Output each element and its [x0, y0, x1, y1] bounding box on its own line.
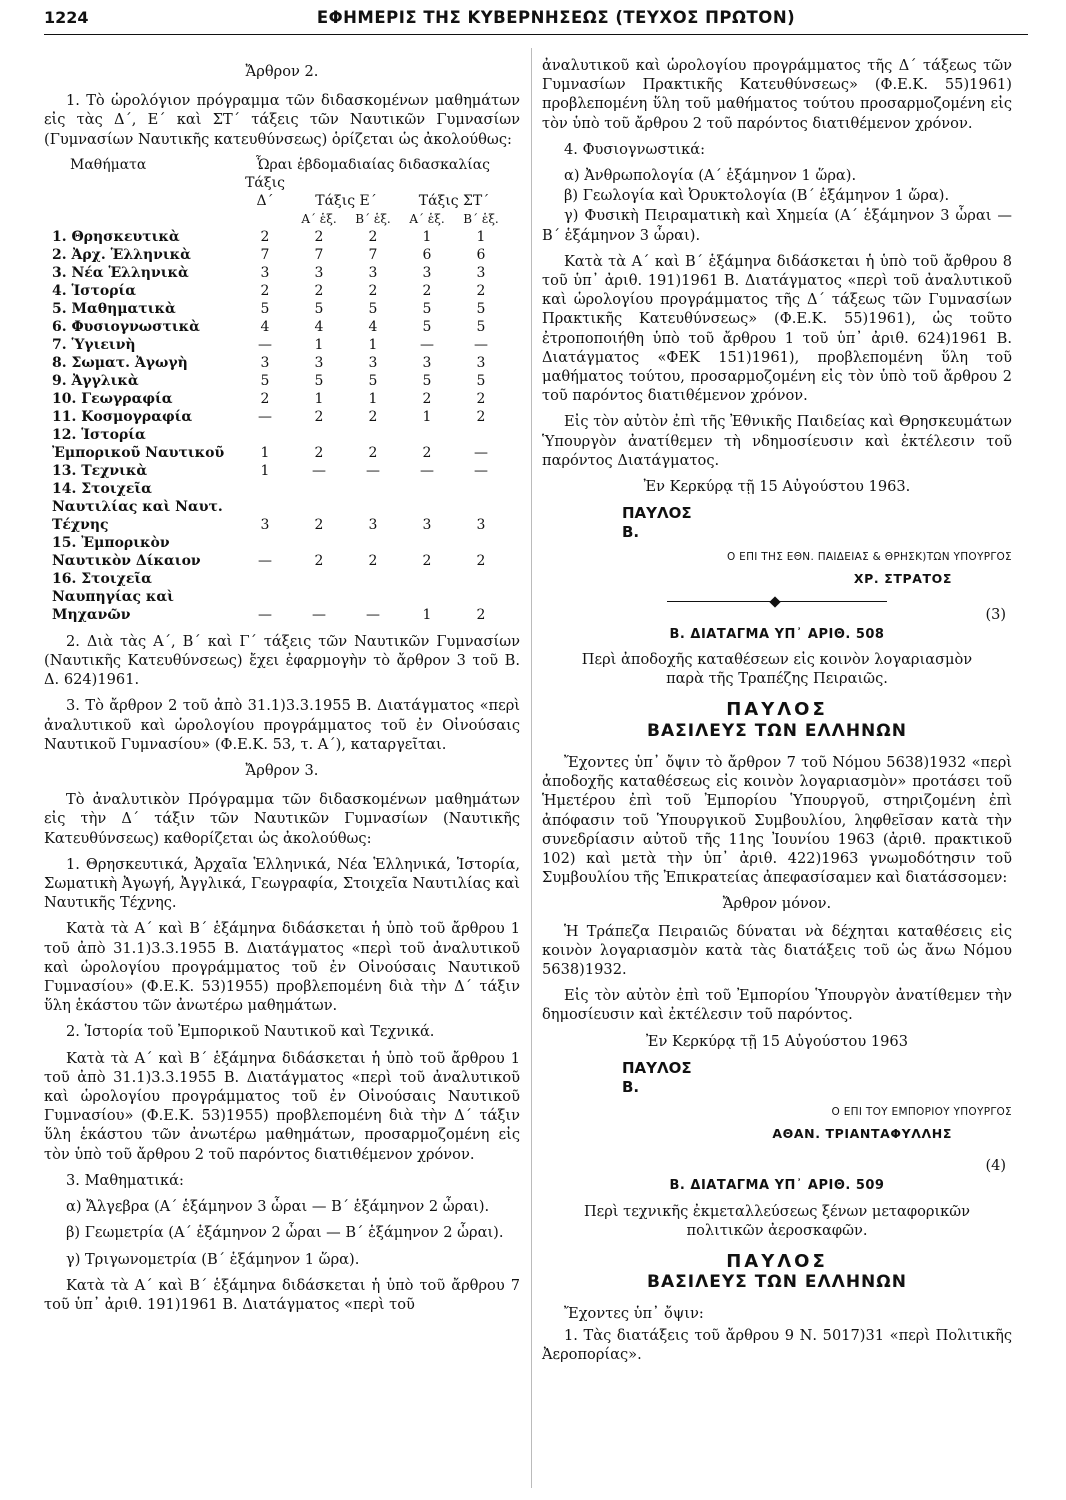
hours-cell: — [258, 408, 272, 425]
hours-cell: — [258, 336, 272, 353]
paragraph: β) Γεωλογία καὶ Ὀρυκτολογία (Β΄ ἑξάμηνον 1 ὥρα). [564, 187, 950, 205]
hours-cell: 3 [422, 354, 432, 371]
hours-cell: 1 [422, 408, 432, 425]
hours-cell: — [366, 462, 380, 479]
hours-cell: 3 [368, 516, 378, 533]
decree-subject: Περὶ τεχνικῆς ἐκμεταλλεύσεως ξένων μεταφορικῶν πολιτικῶν ἀεροσκαφῶν. [583, 1202, 971, 1239]
paragraph: Εἰς τὸν αὐτὸν ἐπὶ τῆς Ἐθνικῆς Παιδείας καὶ Θρησκευμάτων Ὑπουργὸν ἀνατίθεμεν τὴ νδημοσίευσιν καὶ ἐκτέλεσιν τοῦ παρόντος Διατάγματος. [542, 413, 1012, 469]
hours-cell: 1 [314, 336, 324, 353]
paragraph: Ἡ Τράπεζα Πειραιῶς δύναται νὰ δέχηται καταθέσεις εἰς κοινὸν λογαριασμὸν κατὰ τὰς διατάξεις τοῦ ὡς ἄνω Νόμου 5638)1932. [542, 922, 1012, 978]
class-d-header: Τάξις Δ΄ [245, 174, 285, 209]
hours-cell: 2 [314, 444, 324, 461]
hours-cell: 1 [422, 606, 432, 623]
paragraph: 2. Ἱστορία τοῦ Ἐμπορικοῦ Ναυτικοῦ καὶ Τεχνικά. [66, 1023, 435, 1041]
hours-cell: 3 [260, 264, 270, 281]
hours-cell: 3 [422, 516, 432, 533]
paragraph: α) Ἀνθρωπολογία (Α΄ ἑξάμηνον 1 ὥρα). [564, 167, 857, 185]
hours-cell: 2 [260, 282, 270, 299]
gazette-title: ΕΦΗΜΕΡΙΣ ΤΗΣ ΚΥΒΕΡΝΗΣΕΩΣ (ΤΕΥΧΟΣ ΠΡΩΤΟΝ) [316, 8, 796, 27]
hours-cell: 3 [476, 354, 486, 371]
hours-cell: 5 [260, 372, 270, 389]
signature-king: ΠΑΥΛΟΣ [622, 504, 692, 523]
hours-cell: — [474, 462, 488, 479]
hours-cell: 1 [314, 390, 324, 407]
table-row [50, 318, 508, 336]
paragraph: Κατὰ τὰ Α΄ καὶ Β΄ ἑξάμηνα διδάσκεται ἡ ὑπὸ τοῦ ἄρθρου 1 τοῦ ἀπὸ 31.1)3.3.1955 Β. Διατάγματος «περὶ τοῦ ἀναλυτικοῦ καὶ ὡρολογίου προγράμματος τοῦ ἐν Οἰνούσαις Ναυτικοῦ Γυμνασίου» (Φ.Ε.Κ. 53)1955) προβλεπομένη διὰ τὴν Δ΄ τάξιν ὕλη ἑκάστου τῶν ἀνωτέρω μαθημάτων, προσαρμοζομένη εἰς τὸν ὑπὸ τοῦ ἄρθρου 2 τοῦ παρόντος διατιθέμενον χρόνον. [44, 1049, 520, 1163]
signature-initial: Β. [622, 523, 640, 542]
subject-name: 4. Ἱστορία [52, 282, 137, 299]
hours-cell: 1 [260, 444, 270, 461]
hours-cell: 6 [422, 246, 432, 263]
hours-cell: 3 [260, 516, 270, 533]
semester-header: Β΄ ἑξ. [355, 211, 391, 226]
hours-cell: — [420, 336, 434, 353]
hours-cell: 2 [368, 282, 378, 299]
hours-cell: 2 [422, 444, 432, 461]
minister-title: Ο ΕΠΙ ΤΗΣ ΕΘΝ. ΠΑΙΔΕΙΑΣ & ΘΡΗΣΚ)ΤΩΝ ΥΠΟΥΡΓΟΣ [726, 551, 1012, 564]
class-e-header: Τάξις Ε΄ [315, 192, 377, 209]
hours-cell: 5 [314, 300, 324, 317]
hours-cell: 3 [314, 264, 324, 281]
column-separator [531, 48, 532, 1488]
hours-cell: 2 [476, 606, 486, 623]
hours-cell: 1 [368, 390, 378, 407]
section-divider [667, 601, 887, 602]
king-name: ΠΑΥΛΟΣ [726, 1250, 828, 1272]
table-row [50, 372, 508, 390]
semester-header: Β΄ ἑξ. [463, 211, 499, 226]
hours-cell: 7 [368, 246, 378, 263]
subject-name: 12. Ἱστορία Ἐμπορικοῦ Ναυτικοῦ [52, 426, 225, 461]
hours-cell: 1 [260, 462, 270, 479]
paragraph: 1. Θρησκευτικά, Ἀρχαῖα Ἑλληνικά, Νέα Ἑλληνικά, Ἱστορία, Σωματικὴ Ἀγωγή, Ἀγγλικά, Γεωγραφία, Στοιχεῖα Ναυτιλίας καὶ Ναυτικῆς Τέχνης. [44, 855, 520, 912]
hours-cell: 2 [422, 390, 432, 407]
hours-cell: — [258, 552, 272, 569]
hours-cell: 2 [314, 228, 324, 245]
article-2-title: Ἄρθρον 2. [245, 63, 319, 80]
hours-cell: 2 [260, 390, 270, 407]
hours-cell: 2 [368, 408, 378, 425]
paragraph: 1. Τὰς διατάξεις τοῦ ἄρθρου 9 Ν. 5017)31 «περὶ Πολιτικῆς Ἀεροπορίας». [542, 1326, 1012, 1363]
paragraph: Κατὰ τὰ Α΄ καὶ Β΄ ἑξάμηνα διδάσκεται ἡ ὑπὸ τοῦ ἄρθρου 7 τοῦ ὑπ᾽ ἀριθ. 191)1961 Β. Διατάγματος «περὶ τοῦ [44, 1276, 520, 1313]
hours-cell: 2 [260, 228, 270, 245]
signature-initial: Β. [622, 1077, 640, 1096]
hours-cell: 3 [476, 516, 486, 533]
table-row [50, 426, 508, 462]
paragraph: 3. Τὸ ἄρθρον 2 τοῦ ἀπὸ 31.1)3.3.1955 Β. Διατάγματος «περὶ ἀναλυτικοῦ καὶ ὡρολογίου προγράμματος τοῦ ἐν Οἰνούσαις Ναυτικοῦ Γυμνασίου» (Φ.Ε.Κ. 53, τ. Α΄), καταργεῖται. [44, 697, 520, 753]
hours-cell: 2 [422, 282, 432, 299]
table-row [50, 534, 508, 570]
hours-cell: 2 [422, 552, 432, 569]
paragraph: β) Γεωμετρία (Α΄ ἑξάμηνον 2 ὧραι — Β΄ ἑξάμηνον 2 ὧραι). [66, 1224, 504, 1242]
subject-name: 14. Στοιχεῖα Ναυτιλίας καὶ Ναυτ. Τέχνης [52, 480, 223, 533]
table-row [50, 408, 508, 426]
left-column [44, 56, 520, 1321]
hours-cell: — [312, 462, 326, 479]
king-name: ΠΑΥΛΟΣ [726, 699, 828, 721]
article-only-title: Ἄρθρον μόνον. [722, 895, 832, 913]
hours-cell: 1 [368, 336, 378, 353]
class-st-header: Τάξις ΣΤ΄ [418, 192, 490, 209]
hours-cell: 1 [422, 228, 432, 245]
hours-cell: 4 [368, 318, 378, 335]
semester-header: Α΄ ἑξ. [409, 211, 445, 226]
hours-cell: 3 [368, 354, 378, 371]
hours-cell: 3 [260, 354, 270, 371]
paragraph: Ἔχοντες ὑπ᾽ ὄψιν: [564, 1305, 704, 1323]
subject-name: 7. Ὑγιεινὴ [52, 336, 136, 353]
subject-name: 3. Νέα Ἑλληνικὰ [52, 264, 189, 281]
subject-name: 8. Σωματ. Ἀγωγὴ [52, 354, 188, 371]
date-line: Ἐν Κερκύρᾳ τῇ 15 Αὐγούστου 1963. [643, 478, 911, 496]
hours-cell: 2 [476, 552, 486, 569]
date-line: Ἐν Κερκύρᾳ τῇ 15 Αὐγούστου 1963 [646, 1032, 908, 1050]
paragraph: Κατὰ τὰ Α΄ καὶ Β΄ ἑξάμηνα διδάσκεται ἡ ὑπὸ τοῦ ἄρθρου 8 τοῦ ὑπ᾽ ἀριθ. 191)1961 Β. Διατάγματος «περὶ τοῦ ἀναλυτικοῦ καὶ ὡρολογίου προγράμματος τῆς Δ΄ τάξεως τῶν Γυμνασίων Πρακτικῆς Κατευθύνσεως» (Φ.Ε.Κ. 55)1961), ὡς τοῦτο ἐτροποποιήθη ὑπὸ τοῦ ἄρθρου 1 τοῦ ὑπ᾽ ἀριθ. 624)1961 Β. Διατάγματος «ΦΕΚ 151)1961), προβλεπομένη ὕλη τοῦ μαθήματος τούτου, προσαρμοζομένη εἰς τὸν ὑπὸ τοῦ ἄρθρου 2 τοῦ παρόντος διατιθέμενον χρόνον. [542, 252, 1012, 405]
paragraph: γ) Φυσικὴ Πειραματικὴ καὶ Χημεία (Α΄ ἑξάμηνον 3 ὧραι — Β΄ ἑξάμηνον 3 ὧραι). [542, 207, 1012, 244]
table-row [50, 300, 508, 318]
table-row [50, 480, 508, 534]
hours-cell: 3 [422, 264, 432, 281]
king-title: ΒΑΣΙΛΕΥΣ ΤΩΝ ΕΛΛΗΝΩΝ [647, 1272, 907, 1293]
minister-name: ΑΘΑΝ. ΤΡΙΑΝΤΑΦΥΛΛΗΣ [772, 1125, 952, 1141]
hours-cell: 2 [476, 408, 486, 425]
schedule-table [50, 156, 508, 624]
hours-cell: — [366, 606, 380, 623]
table-row [50, 570, 508, 624]
hours-cell: 3 [314, 354, 324, 371]
hours-cell: 5 [476, 318, 486, 335]
hours-cell: — [474, 444, 488, 461]
hours-cell: 1 [476, 228, 486, 245]
paragraph: 4. Φυσιογνωστικά: [564, 140, 706, 158]
hours-cell: 2 [314, 516, 324, 533]
paragraph: Ἔχοντες ὑπ᾽ ὄψιν τὸ ἄρθρον 7 τοῦ Νόμου 5638)1932 «περὶ ἀποδοχῆς καταθέσεως εἰς κοινὸν λογαριασμὸν» προτάσει τοῦ Ἡμετέρου ἐπὶ τοῦ Ἐμπορίου Ὑπουργοῦ, στηριζομένη ἐπὶ ἀπόφασιν τοῦ Ὑπουργικοῦ Συμβουλίου, ληφθεῖσαν κατὰ τὴν συνεδρίασιν αὐτοῦ τῆς 11ης Ἰουνίου 1963 (ἀριθ. πρακτικοῦ 102) καὶ μετὰ τὴν ὑπ᾽ ἀριθ. 422)1963 γνωμοδότησιν τοῦ Συμβουλίου τῆς Ἐπικρατείας ἀπεφασίσαμεν καὶ διατάσσομεν: [542, 753, 1012, 887]
subject-name: 1. Θρησκευτικὰ [52, 228, 180, 245]
hours-cell: 2 [314, 552, 324, 569]
hours-cell: 2 [314, 282, 324, 299]
table-row [50, 282, 508, 300]
page-number: 1224 [44, 8, 89, 27]
subject-name: 15. Ἐμπορικὸν Ναυτικὸν Δίκαιον [52, 534, 201, 569]
hours-cell: 2 [476, 282, 486, 299]
hours-cell: 2 [476, 390, 486, 407]
section-number: (3) [985, 606, 1006, 623]
hours-header: Ὧραι ἑβδομαδιαίας διδασκαλίας [255, 156, 491, 173]
hours-cell: 5 [476, 300, 486, 317]
hours-cell: — [258, 606, 272, 623]
signature-king: ΠΑΥΛΟΣ [622, 1058, 692, 1077]
hours-cell: 3 [476, 264, 486, 281]
paragraph: γ) Τριγωνομετρία (Β΄ ἑξάμηνον 1 ὥρα). [66, 1250, 360, 1268]
paragraph: Κατὰ τὰ Α΄ καὶ Β΄ ἑξάμηνα διδάσκεται ἡ ὑπὸ τοῦ ἄρθρου 1 τοῦ ἀπὸ 31.1)3.3.1955 Β. Διατάγματος «περὶ τοῦ ἀναλυτικοῦ καὶ ὡρολογίου προγράμματος τοῦ ἐν Οἰνούσαις Ναυτικοῦ Γυμνασίου» (Φ.Ε.Κ. 53)1955) προβλεπομένη διὰ τὴν Δ΄ τάξιν ὕλη ἑκάστου τῶν ἀνωτέρω μαθημάτων. [44, 920, 520, 1015]
paragraph: 2. Διὰ τὰς Α΄, Β΄ καὶ Γ΄ τάξεις τῶν Ναυτικῶν Γυμνασίων (Ναυτικῆς Κατευθύνσεως) ἔχει ἐφαρμογὴν τὸ ἄρθρον 3 τοῦ Β. Δ. 624)1961. [44, 632, 520, 689]
paragraph: ἀναλυτικοῦ καὶ ὡρολογίου προγράμματος τῆς Δ΄ τάξεως τῶν Γυμνασίων Πρακτικῆς Κατευθύνσεως» (Φ.Ε.Κ. 55)1961) προβλεπομένη ὕλη τοῦ μαθήματος τούτου προσαρμοζομένη εἰς τὸν ὑπὸ τοῦ ἄρθρου 2 τοῦ παρόντος διατιθέμενον χρόνον. [542, 57, 1012, 132]
hours-cell: — [420, 462, 434, 479]
table-row [50, 390, 508, 408]
hours-cell: — [474, 336, 488, 353]
subject-name: 11. Κοσμογραφία [52, 408, 193, 425]
header-rule [44, 34, 1028, 35]
subject-name: 10. Γεωγραφία [52, 390, 173, 407]
hours-cell: 5 [260, 300, 270, 317]
decree-title: Β. ΔΙΑΤΑΓΜΑ ΥΠ᾽ ΑΡΙΘ. 508 [669, 626, 885, 642]
paragraph: Εἰς τὸν αὐτὸν ἐπὶ τοῦ Ἐμπορίου Ὑπουργὸν ἀνατίθεμεν τὴν δημοσίευσιν καὶ ἐκτέλεσιν τοῦ παρόντος. [542, 987, 1012, 1024]
hours-cell: 2 [368, 444, 378, 461]
hours-cell: — [312, 606, 326, 623]
hours-cell: 2 [368, 552, 378, 569]
subject-name: 5. Μαθηματικὰ [52, 300, 176, 317]
table-row [50, 264, 508, 282]
hours-cell: 7 [314, 246, 324, 263]
hours-cell: 5 [368, 372, 378, 389]
minister-name: ΧΡ. ΣΤΡΑΤΟΣ [853, 571, 952, 587]
section-number: (4) [985, 1158, 1006, 1175]
hours-cell: 2 [368, 228, 378, 245]
table-row [50, 354, 508, 372]
table-row [50, 228, 508, 246]
article-3-title: Ἄρθρον 3. [245, 762, 319, 780]
king-title: ΒΑΣΙΛΕΥΣ ΤΩΝ ΕΛΛΗΝΩΝ [647, 720, 907, 741]
hours-cell: 7 [260, 246, 270, 263]
hours-cell: 4 [260, 318, 270, 335]
paragraph: 3. Μαθηματικά: [66, 1171, 184, 1189]
paragraph: α) Ἄλγεβρα (Α΄ ἑξάμηνον 3 ὧραι — Β΄ ἑξάμηνον 2 ὧραι). [66, 1198, 490, 1216]
hours-cell: 5 [422, 372, 432, 389]
subject-name: 16. Στοιχεῖα Ναυπηγίας καὶ Μηχανῶν [52, 570, 174, 623]
table-row [50, 246, 508, 264]
hours-cell: 5 [368, 300, 378, 317]
hours-cell: 3 [368, 264, 378, 281]
decree-subject: Περὶ ἀποδοχῆς καταθέσεων εἰς κοινὸν λογαριασμὸν παρὰ τῆς Τραπέζης Πειραιῶς. [581, 651, 973, 688]
subject-name: 9. Ἀγγλικὰ [52, 372, 139, 389]
paragraph: Τὸ ἀναλυτικὸν Πρόγραμμα τῶν διδασκομένων μαθημάτων εἰς τὴν Δ΄ τάξιν τῶν Ναυτικῶν Γυμνασίων (Ναυτικῆς Κατευθύνσεως) καθορίζεται ὡς ἀκολούθως: [44, 791, 520, 847]
hours-cell: 4 [314, 318, 324, 335]
hours-cell: 5 [422, 300, 432, 317]
semester-header: Α΄ ἑξ. [301, 211, 337, 226]
subject-name: 13. Τεχνικὰ [52, 462, 148, 479]
subject-name: 6. Φυσιογνωστικὰ [52, 318, 200, 335]
subject-name: 2. Ἀρχ. Ἑλληνικὰ [52, 246, 191, 263]
paragraph: 1. Τὸ ὡρολόγιον πρόγραμμα τῶν διδασκομένων μαθημάτων εἰς τὰς Δ΄, Ε΄ καὶ ΣΤ΄ τάξεις τῶν Ναυτικῶν Γυμνασίων (Γυμνασίων Ναυτικῆς κατευθύνσεως) ὁρίζεται ὡς ἀκολούθως: [44, 92, 520, 148]
right-column [542, 56, 1012, 1371]
hours-cell: 5 [314, 372, 324, 389]
hours-cell: 5 [476, 372, 486, 389]
subjects-header: Μαθήματα [70, 156, 147, 173]
minister-title: Ο ΕΠΙ ΤΟΥ ΕΜΠΟΡΙΟΥ ΥΠΟΥΡΓΟΣ [831, 1105, 1012, 1118]
decree-title: Β. ΔΙΑΤΑΓΜΑ ΥΠ᾽ ΑΡΙΘ. 509 [669, 1178, 885, 1194]
table-row [50, 462, 508, 480]
hours-cell: 5 [422, 318, 432, 335]
table-row [50, 336, 508, 354]
hours-cell: 2 [314, 408, 324, 425]
hours-cell: 6 [476, 246, 486, 263]
